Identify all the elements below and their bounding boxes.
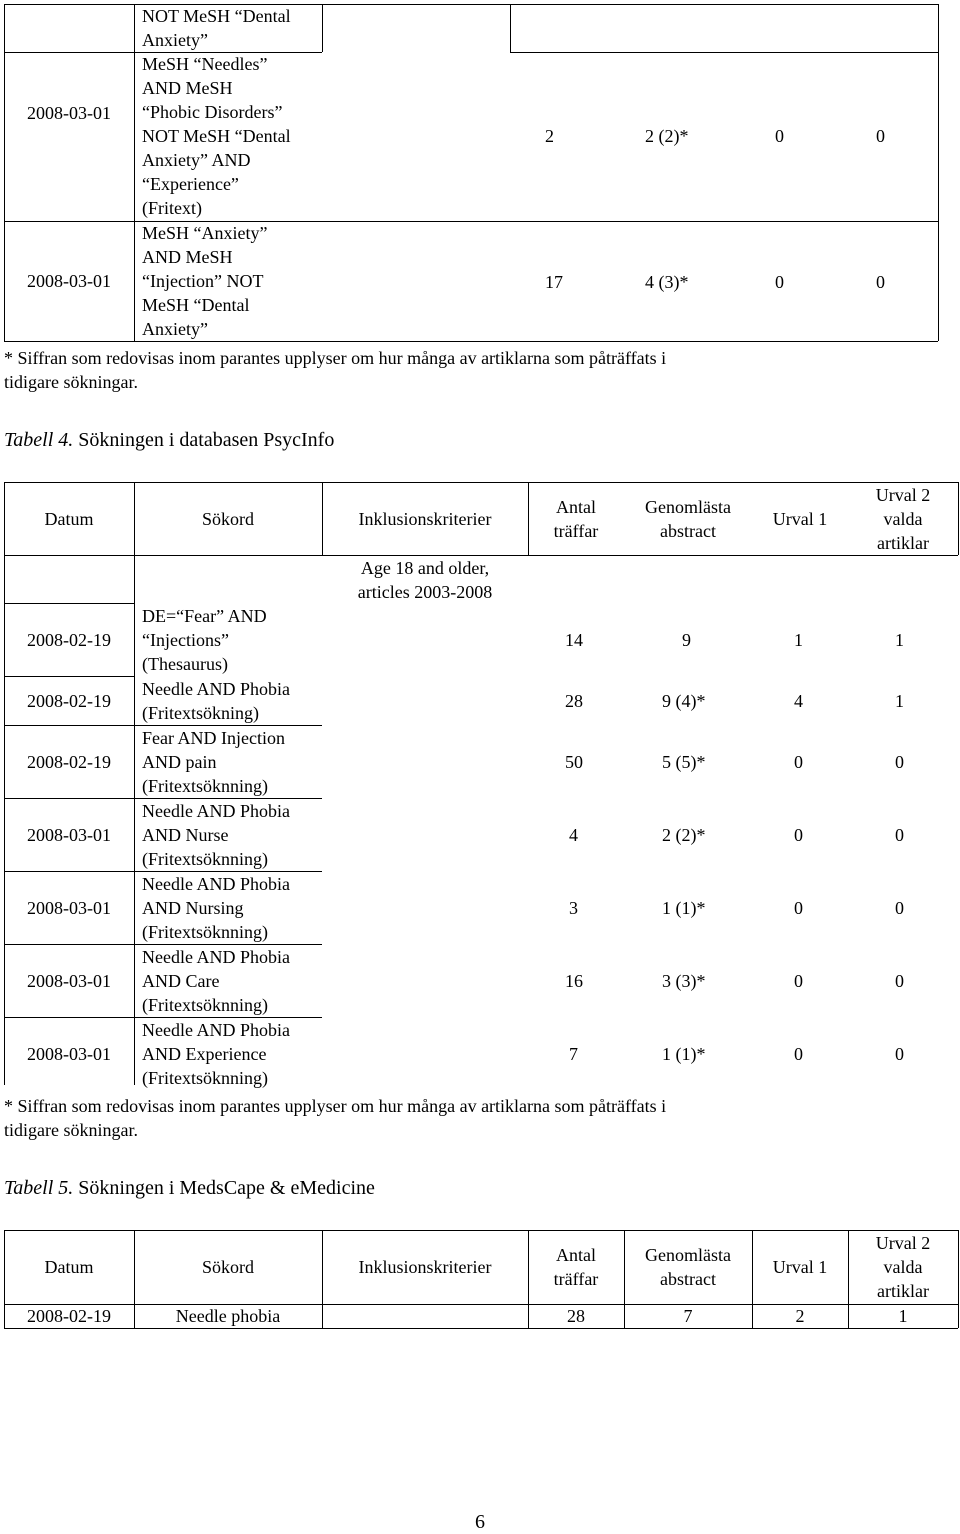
sokord-cell: Needle AND Phobia AND Care (Fritextsöknning) — [142, 947, 290, 1015]
inclusion-criteria: Age 18 and older, articles 2003-2008 — [357, 558, 493, 602]
urval2-cell: 0 — [895, 825, 904, 845]
urval1-text: 2 — [795, 1306, 805, 1326]
caption-text: Sökningen i databasen PsycInfo — [73, 429, 335, 451]
header-label: Sökord — [201, 508, 254, 529]
table-row-numbers — [0, 969, 960, 993]
datum-cell: 2008-03-01 — [27, 1043, 111, 1064]
footnote-line: * Siffran som redovisas inom parantes upplyser om hur många av artiklarna som påträffats i — [4, 1096, 667, 1116]
table-row-numbers — [0, 689, 960, 713]
table-row-numbers — [0, 750, 960, 774]
urval1-cell: 0 — [794, 752, 803, 772]
datum-cell: 2008-03-01 — [27, 824, 111, 845]
table-row-numbers — [0, 896, 960, 920]
datum-cell: 2008-02-19 — [27, 751, 111, 772]
urval2-cell: 0 — [895, 752, 904, 772]
sokord-cell: Fear AND Injection AND pain (Fritextsöknning) — [142, 728, 285, 796]
sokord-cell — [134, 1304, 322, 1328]
header-datum — [4, 482, 134, 555]
table5-caption — [4, 1176, 375, 1200]
sokord-cell: Needle AND Phobia AND Experience (Fritextsöknning) — [142, 1020, 290, 1088]
urval2-cell: 0 — [876, 272, 885, 292]
header-label: Urval 1 — [772, 1257, 828, 1277]
antal-cell: 3 — [569, 898, 578, 918]
sokord-cell: DE=“Fear” AND “Injections” (Thesaurus) — [142, 606, 267, 674]
antal-cell: 16 — [565, 971, 583, 991]
urval2-cell: 0 — [876, 126, 885, 146]
genomlasta-cell: 9 (4)* — [662, 691, 706, 711]
sokord-text: Needle phobia — [175, 1306, 281, 1326]
header-label: Urval 2 valda artiklar — [875, 484, 931, 553]
sokord-cell: MeSH “Anxiety” AND MeSH “Injection” NOT MeSH “Dental Anxiety” — [142, 223, 268, 339]
sokord-cell: Needle AND Phobia (Fritextsökning) — [142, 679, 290, 723]
urval2-cell: 0 — [895, 1044, 904, 1064]
urval2-cell: 1 — [895, 630, 904, 650]
datum-cell: 2008-02-19 — [27, 690, 111, 711]
urval2-cell: 1 — [895, 691, 904, 711]
genomlasta-cell — [624, 1304, 752, 1328]
header-urval1 — [752, 1230, 848, 1304]
footnote-line: * Siffran som redovisas inom parantes upplyser om hur många av artiklarna som påträffats i — [4, 348, 667, 368]
antal-cell — [528, 1304, 624, 1328]
datum-cell: 2008-03-01 — [27, 970, 111, 991]
header-sokord — [134, 1230, 322, 1304]
sokord-cell: NOT MeSH “Dental Anxiety” MeSH “Needles” AND MeSH “Phobic Disorders” NOT MeSH “Dental Anxiety” AND “Experience” (Fritext) — [142, 6, 291, 218]
urval1-cell: 0 — [794, 898, 803, 918]
header-label: Antal träffar — [553, 496, 599, 541]
header-antal — [528, 482, 624, 555]
table-row — [4, 1304, 134, 1328]
table4-caption — [4, 428, 334, 452]
footnote — [4, 1094, 948, 1142]
urval1-cell: 0 — [794, 825, 803, 845]
header-genomlasta — [624, 1230, 752, 1304]
header-label: Inklusionskriterier — [358, 508, 492, 529]
datum-cell: 2008-03-01 — [27, 271, 111, 291]
header-antal — [528, 1230, 624, 1304]
urval1-cell: 0 — [775, 272, 784, 292]
header-label: Urval 2 valda artiklar — [875, 1233, 931, 1301]
table-row-numbers — [0, 1042, 960, 1066]
header-label: Urval 1 — [772, 508, 828, 529]
antal-cell: 50 — [565, 752, 583, 772]
caption-label: Tabell 5. — [4, 1177, 74, 1199]
header-urval2 — [848, 1230, 958, 1304]
header-label: Sökord — [201, 1257, 254, 1277]
header-inklusion — [322, 1230, 528, 1304]
antal-cell: 4 — [569, 825, 578, 845]
footnote-line: tidigare sökningar. — [4, 1120, 138, 1140]
caption-text: Sökningen i MedsCape & eMedicine — [73, 1177, 375, 1199]
urval1-cell — [752, 1304, 848, 1328]
genomlasta-text: 7 — [683, 1306, 693, 1326]
header-label: Antal träffar — [553, 1245, 599, 1289]
urval2-cell: 0 — [895, 898, 904, 918]
header-label: Inklusionskriterier — [358, 1257, 492, 1277]
footnote-line: tidigare sökningar. — [4, 372, 138, 392]
urval1-cell: 4 — [794, 691, 803, 711]
table-row-numbers — [0, 823, 960, 847]
header-urval2 — [848, 482, 958, 555]
footnote — [4, 346, 948, 394]
header-datum — [4, 1230, 134, 1304]
datum-cell: 2008-02-19 — [27, 629, 111, 650]
datum-cell: 2008-03-01 — [27, 897, 111, 918]
header-urval1 — [752, 482, 848, 555]
genomlasta-cell: 1 (1)* — [662, 1044, 706, 1064]
table-row-numbers — [0, 124, 960, 148]
caption-label: Tabell 4. — [4, 429, 74, 451]
table-row-numbers — [0, 628, 960, 652]
genomlasta-cell: 2 (2)* — [645, 126, 689, 146]
header-label: Genomlästa abstract — [645, 496, 731, 541]
header-label: Genomlästa abstract — [645, 1245, 731, 1289]
header-label: Datum — [44, 1257, 94, 1277]
urval2-cell — [848, 1304, 958, 1328]
urval2-cell: 0 — [895, 971, 904, 991]
genomlasta-cell: 5 (5)* — [662, 752, 706, 772]
genomlasta-cell: 9 — [682, 630, 691, 650]
antal-cell: 14 — [565, 630, 583, 650]
antal-text: 28 — [567, 1306, 585, 1326]
header-genomlasta — [624, 482, 752, 555]
genomlasta-cell: 3 (3)* — [662, 971, 706, 991]
sokord-cell: Needle AND Phobia AND Nursing (Fritextsöknning) — [142, 874, 290, 942]
table-row — [4, 4, 134, 221]
header-label: Datum — [44, 508, 94, 529]
antal-cell: 28 — [565, 691, 583, 711]
genomlasta-cell: 4 (3)* — [645, 272, 689, 292]
antal-cell: 17 — [545, 272, 563, 292]
urval1-cell: 0 — [775, 126, 784, 146]
antal-cell: 2 — [545, 126, 554, 146]
datum-cell: 2008-02-19 — [27, 1306, 111, 1326]
table-row-numbers — [0, 270, 960, 294]
genomlasta-cell: 1 (1)* — [662, 898, 706, 918]
header-sokord — [134, 482, 322, 555]
antal-cell: 7 — [569, 1044, 578, 1064]
header-inklusion — [322, 482, 528, 555]
sokord-cell: Needle AND Phobia AND Nurse (Fritextsöknning) — [142, 801, 290, 869]
genomlasta-cell: 2 (2)* — [662, 825, 706, 845]
urval2-text: 1 — [898, 1306, 908, 1326]
page-number: 6 — [475, 1511, 485, 1533]
datum-cell: 2008-03-01 — [27, 102, 111, 123]
urval1-cell: 1 — [794, 630, 803, 650]
urval1-cell: 0 — [794, 971, 803, 991]
urval1-cell: 0 — [794, 1044, 803, 1064]
